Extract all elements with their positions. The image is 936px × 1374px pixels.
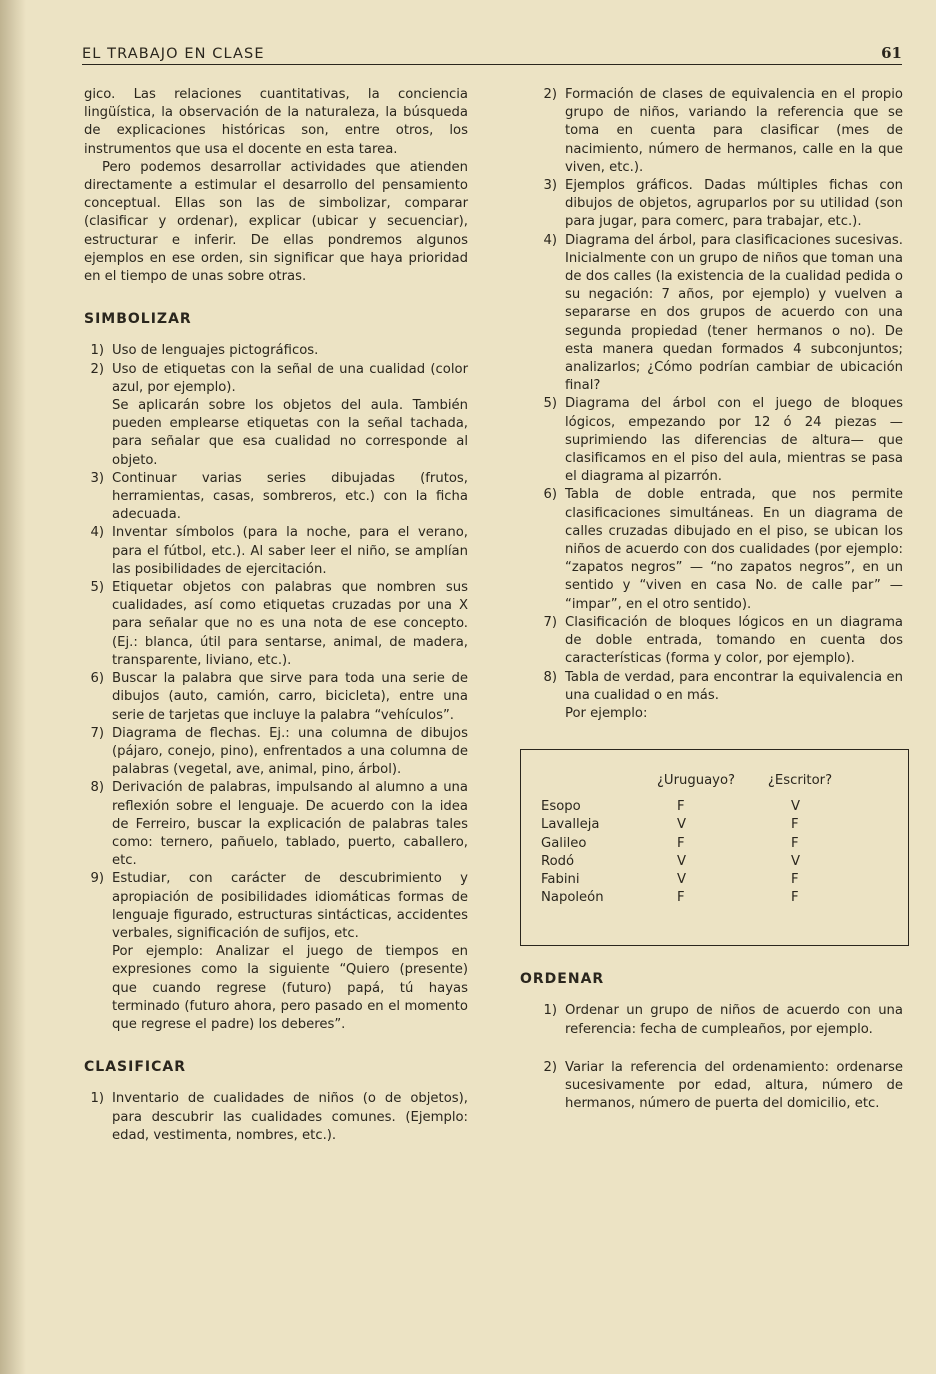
clasificar-list-start <box>84 1090 468 1145</box>
running-header <box>82 44 902 65</box>
left-column <box>84 86 468 1145</box>
list-item: 1) Uso de lenguajes pictográficos. <box>90 343 319 359</box>
clasificar-list-continued <box>537 86 903 723</box>
table-row: Lavalleja V F <box>541 817 799 833</box>
list-item: 1) Inventario de cualidades de niños (o de objetos), para descubrir las cualidades comunes. (Ejemplo: edad, vestimenta, nombres, etc.). <box>90 1091 468 1143</box>
right-column <box>520 86 903 1113</box>
list-item: 7) Diagrama de flechas. Ej.: una columna de dibujos (pájaro, conejo, pino), enfrentados a una columna de palabras (vegetal, ave, animal, pino, árbol). <box>90 725 468 778</box>
table-row: Napoleón F F <box>541 890 799 906</box>
list-item: 7) Clasificación de bloques lógicos en un diagrama de doble entrada, tomando en cuenta dos características (forma y color, por ejemplo). <box>543 614 903 667</box>
table-row: Esopo F V <box>541 799 801 815</box>
list-item: 3) Ejemplos gráficos. Dadas múltiples fichas con dibujos de objetos, agruparlos por su utilidad (son para jugar, para comerc, para trabajar, etc.). <box>543 178 903 230</box>
list-item: 6) Tabla de doble entrada, que nos permite clasificaciones simultáneas. En un diagrama de calles cruzadas dibujado en el piso, se ubican los niños de acuerdo con dos cualidades (por ejemplo: “zapatos negros” — “no zapatos negros”, en un sentido y “viven en casa No. de calle par” — “impar”, en el otro sentido). <box>543 487 903 612</box>
table-row: Rodó V V <box>541 853 801 869</box>
simbolizar-list <box>84 342 468 1034</box>
list-item: 8) Derivación de palabras, impulsando al alumno a una reflexión sobre el lenguaje. De acuerdo con la idea de Ferreiro, buscar la explicación de palabras tales como: ternero, pañuelo, tablado, puerto, caballero, etc. <box>90 780 468 869</box>
list-item: 3) Continuar varias series dibujadas (frutos, herramientas, casas, sombreros, etc.) con la ficha adecuada. <box>90 470 468 523</box>
table-header-row <box>541 772 845 798</box>
table-header <box>541 772 637 798</box>
list-item: 5) Etiquetar objetos con palabras que nombren sus cualidades, así como etiquetas cruzadas por una X para señalar que no es una nota de ese concepto. (Ej.: blanca, útil para sentarse, animal, de madera, transparente, liviano, etc.). <box>90 580 468 668</box>
section-heading-clasificar: CLASIFICAR <box>84 1059 186 1076</box>
list-item: 9) Estudiar, con carácter de descubrimiento y apropiación de posibilidades idiomáticas formas de lenguaje figurado, estructuras sintácticas, accidentes verbales, significación de sufijos, etc. Por ejemplo: Analizar el juego de tiempos en expresiones como la siguiente “Quiero (presente) que cuando regrese (futuro) papá, tú hayas terminado (futuro ahora, pero pasado en el momento que regrese el padre) los deberes”. <box>90 871 468 1032</box>
ordenar-list <box>537 1002 903 1113</box>
list-item: 1) Ordenar un grupo de niños de acuerdo con una referencia: fecha de cumpleaños, por ejemplo. <box>543 1003 903 1037</box>
table-row: Galileo F F <box>541 835 799 851</box>
intro-paragraph-2: Pero podemos desarrollar actividades que atienden directamente a estimular el desarrollo del pensamiento conceptual. Ellas son las de simbolizar, comparar (clasificar y ordenar), explicar (ubicar y secuenciar), estructurar e inferir. De ellas pondremos algunos ejemplos en ese orden, sin significar que haya prioridad en el tiempo de unas sobre otras. <box>84 159 468 285</box>
table-row: Fabini V F <box>541 871 799 887</box>
list-item: 8) Tabla de verdad, para encontrar la equivalencia en una cualidad o en más. Por ejemplo: <box>543 669 903 721</box>
list-item: 2) Variar la referencia del ordenamiento: ordenarse sucesivamente por edad, altura, número de hermanos, número de puerta del domicilio, etc. <box>543 1059 903 1112</box>
table-header: ¿Uruguayo? <box>656 773 736 789</box>
list-item: 2) Formación de clases de equivalencia en el propio grupo de niños, variando la referencia que se toma en cuenta para clasificar (mes de nacimiento, número de hermanos, calle en la que viven, etc.). <box>543 87 903 175</box>
list-item: 6) Buscar la palabra que sirve para toda una serie de dibujos (auto, camión, carro, bicicleta), entre una serie de tarjetas que incluye la palabra “vehículos”. <box>90 671 468 723</box>
chapter-title: EL TRABAJO EN CLASE <box>82 46 265 62</box>
page-number: 61 <box>881 44 902 62</box>
list-item: 4) Inventar símbolos (para la noche, para el verano, para el fútbol, etc.). Al saber leer el niño, se amplían las posibilidades de ejercitación. <box>90 525 468 577</box>
list-item: 2) Uso de etiquetas con la señal de una cualidad (color azul, por ejemplo). Se aplicarán sobre los objetos del aula. También pueden emplearse etiquetas con la señal tachada, para señalar que esa cualidad no corresponde al objeto. <box>90 361 468 468</box>
list-item: 5) Diagrama del árbol con el juego de bloques lógicos, empezando por 12 ó 24 piezas —suprimiendo las diferencias de altura— que clasificamos en el piso del aula, mientras se pasa el diagrama al pizarrón. <box>543 396 903 485</box>
intro-paragraph-1: gico. Las relaciones cuantitativas, la conciencia lingüística, la observación de la naturaleza, la búsqueda de explicaciones históricas son, entre otros, los instrumentos que usa el docente en esta tarea. <box>84 87 468 157</box>
section-heading-simbolizar: SIMBOLIZAR <box>84 311 192 328</box>
table-header: ¿Escritor? <box>767 773 833 789</box>
page-edge-shadow <box>0 0 26 1374</box>
truth-table <box>541 772 845 907</box>
list-item: 4) Diagrama del árbol, para clasificaciones sucesivas. Inicialmente con un grupo de niños que toman una de dos calles (la existencia de la cualidad pedida o su negación: 7 años, por ejemplo) y vuelven a separarse en dos grupos de acuerdo con una segunda propiedad (tener hermanos o no). De esta manera quedan formados 4 subconjuntos; analizarlos; ¿Cómo podrían cambiar de ubicación final? <box>543 232 903 394</box>
section-heading-ordenar: ORDENAR <box>520 971 605 988</box>
truth-table-box <box>520 749 909 946</box>
